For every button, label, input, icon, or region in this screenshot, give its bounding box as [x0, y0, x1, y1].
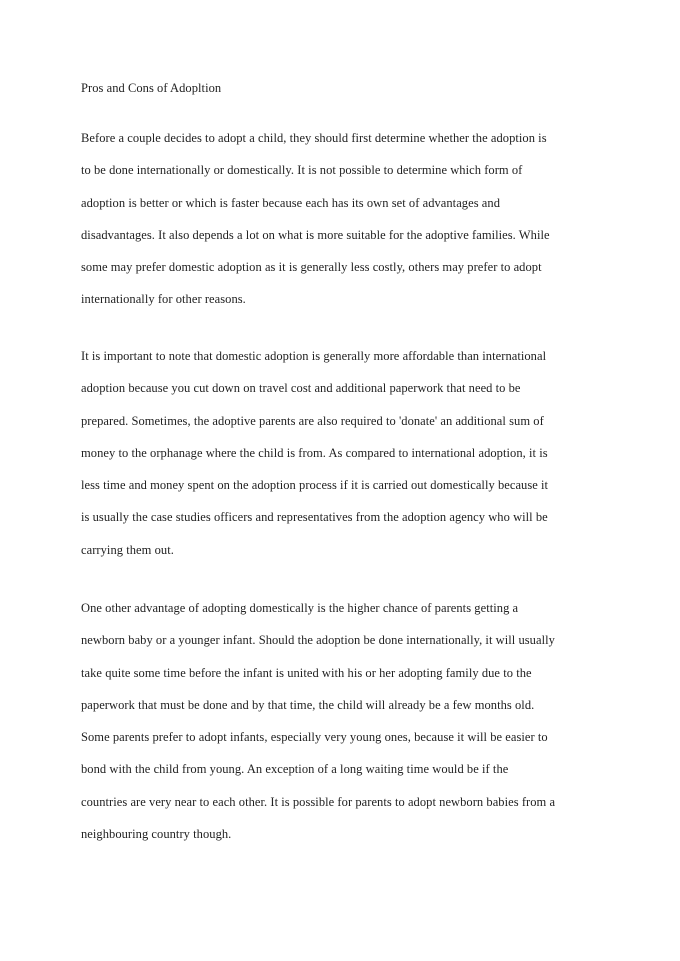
paragraph-line: adoption is better or which is faster because each has its own set of advantages and	[81, 195, 500, 210]
paragraph-line: Before a couple decides to adopt a child, they should first determine whether the adoption is	[81, 131, 547, 145]
paragraph-line: bond with the child from young. An exception of a long waiting time would be if the	[81, 762, 509, 777]
paragraph-line: to be done internationally or domestically. It is not possible to determine which form of	[81, 163, 523, 178]
paragraph-line: It is important to note that domestic adoption is generally more affordable than international	[81, 349, 547, 363]
paragraph-line: neighbouring country though.	[81, 827, 232, 842]
paragraph-line: paperwork that must be done and by that time, the child will already be a few months old.	[81, 697, 535, 712]
paragraph-line: carrying them out.	[81, 542, 174, 557]
paragraph-line: is usually the case studies officers and representatives from the adoption agency who will be	[81, 510, 548, 525]
paragraph-line: Some parents prefer to adopt infants, especially very young ones, because it will be easier to	[81, 730, 548, 745]
paragraph-line: money to the orphanage where the child is from. As compared to international adoption, it is	[81, 445, 548, 460]
document-title: Pros and Cons of Adopltion	[81, 81, 222, 95]
paragraph-line: newborn baby or a younger infant. Should the adoption be done internationally, it will usually	[81, 633, 555, 648]
paragraph-line: disadvantages. It also depends a lot on what is more suitable for the adoptive families. While	[81, 227, 550, 242]
paragraph-3	[81, 592, 601, 850]
paragraph-line: countries are very near to each other. It is possible for parents to adopt newborn babies from a	[81, 794, 556, 809]
paragraph-line: adoption because you cut down on travel cost and additional paperwork that need to be	[81, 381, 521, 396]
paragraph-line: less time and money spent on the adoption process if it is carried out domestically because it	[81, 478, 549, 493]
paragraph-line: One other advantage of adopting domestically is the higher chance of parents getting a	[81, 601, 519, 615]
paragraph-line: prepared. Sometimes, the adoptive parents are also required to 'donate' an additional sum of	[81, 413, 544, 428]
paragraph-2	[81, 340, 601, 566]
paragraph-line: some may prefer domestic adoption as it is generally less costly, others may prefer to adopt	[81, 260, 542, 275]
paragraph-line: internationally for other reasons.	[81, 292, 246, 307]
paragraph-line: take quite some time before the infant is united with his or her adopting family due to the	[81, 665, 532, 680]
paragraph-1	[81, 122, 601, 316]
